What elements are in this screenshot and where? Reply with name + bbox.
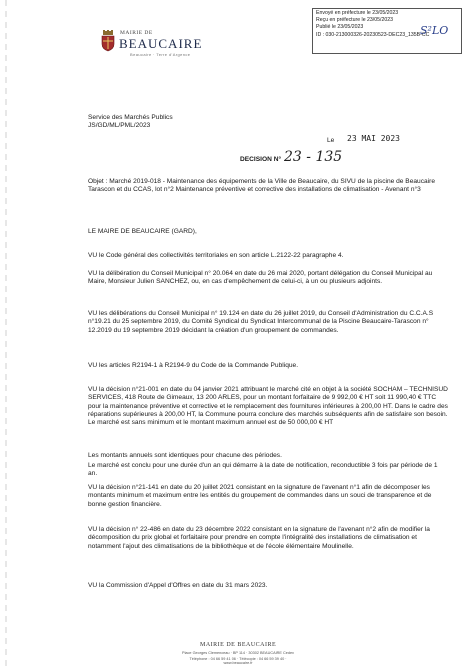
footer-address: Place Georges Clemenceau · BP 114 · 30302 BEAUCAIRE Cedex	[182, 651, 294, 655]
footer-contact: Téléphone : 04 66 59 41 06 · Télécopie : 04 66 59 39 40 · www.beaucaire.fr	[189, 657, 287, 665]
header-mairie: MAIRIE DE	[120, 30, 153, 36]
montants-identiques: Les montants annuels sont identiques pour chacune des périodes.	[88, 452, 282, 459]
maire-heading: LE MAIRE DE BEAUCAIRE (GARD),	[88, 228, 197, 235]
stamp-received: Reçu en préfecture le 23/05/2023	[316, 17, 394, 24]
date-prefix: Le	[327, 137, 335, 144]
decision-number: 23 - 135	[284, 149, 343, 165]
city-crest-icon	[100, 30, 116, 52]
header-city-name: BEAUCAIRE	[119, 36, 203, 51]
stamp-published: Publié le 23/05/2023	[316, 24, 364, 31]
vu-cgct: VU le Code général des collectivités territoriales en son article L.2122-22 paragraphe 4.	[88, 252, 344, 259]
vu-articles-code: VU les articles R2194-1 à R2194-9 du Code de la Commande Publique.	[88, 362, 299, 369]
footer-title: MAIRIE DE BEAUCAIRE	[200, 642, 277, 648]
reference: JS/GD/ML/PML/2023	[88, 122, 151, 129]
duree-marche: Le marché est conclu pour une durée d'un an qui démarre à la date de notification, reconductible 3 fois par période de 1 an.	[88, 462, 438, 478]
objet-paragraph: Objet : Marché 2019-018 - Maintenance des équipements de la Ville de Beaucaire, du SIVU de la piscine de Beaucaire Tarascon et du CCAS, lot n°2 Maintenance préventive et corrective des installations de climatisation - Avenant n°3	[88, 178, 435, 194]
stamp-handwriting: S²LO	[420, 24, 449, 37]
decision-date: 23 MAI 2023	[347, 134, 400, 143]
vu-commission-appel-offres: VU la Commission d'Appel d'Offres en date du 31 mars 2023.	[88, 582, 268, 589]
decision-label: DECISION N°	[240, 156, 282, 163]
header-tagline: Beaucaire · Terre d'Argence	[130, 52, 191, 57]
vu-deliberations-groupement: VU les délibérations du Conseil Municipal n° 19.124 en date du 26 juillet 2019, du Conseil d'Administration du C.C.A.S n°19.21 du 25 septembre 2019, du Comité Syndical du Syndicat Intercommunal de la Piscine Beaucaire-Tarascon n° 12.2019 du 19 septembre 2019 décidant la création d'un groupement de commandes.	[88, 310, 434, 334]
vu-avenant-1: VU la décision n°21-141 en date du 20 juillet 2021 consistant en la signature de l'avenant n°1 afin de décomposer les montants minimum et maximum entre les entités du groupement de commandes dans un souci de transparence et de bonne gestion financière.	[88, 484, 432, 508]
vu-decision-attribution: VU la décision n°21-001 en date du 04 janvier 2021 attribuant le marché cité en objet à la société SOCHAM – TECHNISUD SERVICES, 418 Route de Gimeaux, 13 200 ARLES, pour un montant forfaitaire de 9 992,00 € HT soit 11 990,40 € TTC pour la maintenance préventive et corrective et le remplacement des fournitures inférieures à 200,00 HT. Dans le cadre des réparations supérieures à 200,00 HT, la Commune pourra conclure des marchés subséquents afin de satisfaire son besoin. Le marché est sans minimum et le montant maximum annuel est de 50 000,00 € HT	[88, 386, 448, 427]
vu-avenant-2: VU la décision n° 22-486 en date du 23 décembre 2022 consistant en la signature de l'avenant n°2 afin de modifier la décomposition du prix global et forfaitaire pour prendre en compte l'intégralité des installations de climatisation et notamment l'ajout des climatisations de la bibliothèque et de l'école élémentaire Moulinelle.	[88, 526, 430, 550]
stamp-id: ID : 030-213000326-20230523-DEC23_135B-CC	[316, 31, 430, 38]
vu-deliberation-delegation: VU la délibération du Conseil Municipal n° 20.064 en date du 26 mai 2020, portant délégation du Conseil Municipal au Maire, Monsieur Julien SANCHEZ, ou, en cas d'empêchement de celui-ci, à un ou plusieurs adjoints.	[88, 270, 433, 286]
stamp-sent: Envoyé en préfecture le 23/05/2023	[316, 10, 399, 16]
service-name: Service des Marchés Publics	[88, 114, 173, 121]
page-edge-dashes	[3, 0, 9, 670]
